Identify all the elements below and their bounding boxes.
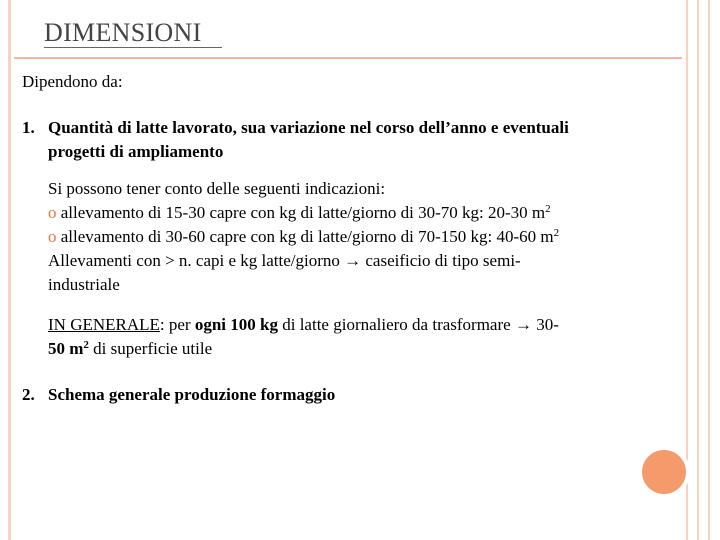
frame-line-right — [697, 0, 699, 540]
decorative-circle — [642, 450, 686, 494]
note-line2: industriale — [48, 275, 120, 294]
bullet-text-1: allevamento di 15-30 capre con kg di latte/giorno di 30-70 kg: 20-30 m — [60, 203, 546, 222]
general-line2-rest: di superficie utile — [88, 339, 213, 358]
title-separator — [14, 57, 682, 59]
general-line1 — [48, 313, 559, 337]
superscript: 2 — [83, 339, 89, 351]
general-colon: : per — [159, 315, 195, 334]
bullet-item-2 — [48, 225, 559, 249]
bullet-marker: o — [48, 203, 57, 222]
superscript: 2 — [553, 227, 560, 239]
slide-title: DIMENSIONI — [44, 18, 202, 47]
general-rest: di latte giornaliero da trasformare → 30- — [277, 315, 559, 334]
general-line2 — [48, 337, 212, 361]
item1-line2: progetti di ampliamento — [48, 142, 224, 161]
general-line2-bold: 50 m — [48, 339, 84, 358]
general-label: IN GENERALE — [48, 315, 160, 334]
bullet-marker: o — [48, 227, 57, 246]
item1-number: 1. — [22, 118, 35, 137]
bullet-text-2: allevamento di 30-60 capre con kg di latte/giorno di 70-150 kg: 40-60 m — [60, 227, 554, 246]
item1-line1: Quantità di latte lavorato, sua variazione nel corso dell’anno e eventuali — [48, 118, 569, 137]
item2-number: 2. — [22, 385, 35, 404]
intro-text: Dipendono da: — [22, 72, 123, 91]
frame-line-right — [708, 0, 710, 540]
frame-line-left — [8, 0, 11, 540]
indications-intro: Si possono tener conto delle seguenti indicazioni: — [48, 179, 386, 198]
bullet-item-1 — [48, 201, 551, 225]
general-bold: ogni 100 kg — [194, 315, 278, 334]
superscript: 2 — [545, 203, 551, 215]
note-line1: Allevamenti con > n. capi e kg latte/giorno → caseificio di tipo semi- — [48, 251, 521, 270]
title-underline — [44, 47, 222, 48]
item2-text: Schema generale produzione formaggio — [48, 385, 336, 404]
